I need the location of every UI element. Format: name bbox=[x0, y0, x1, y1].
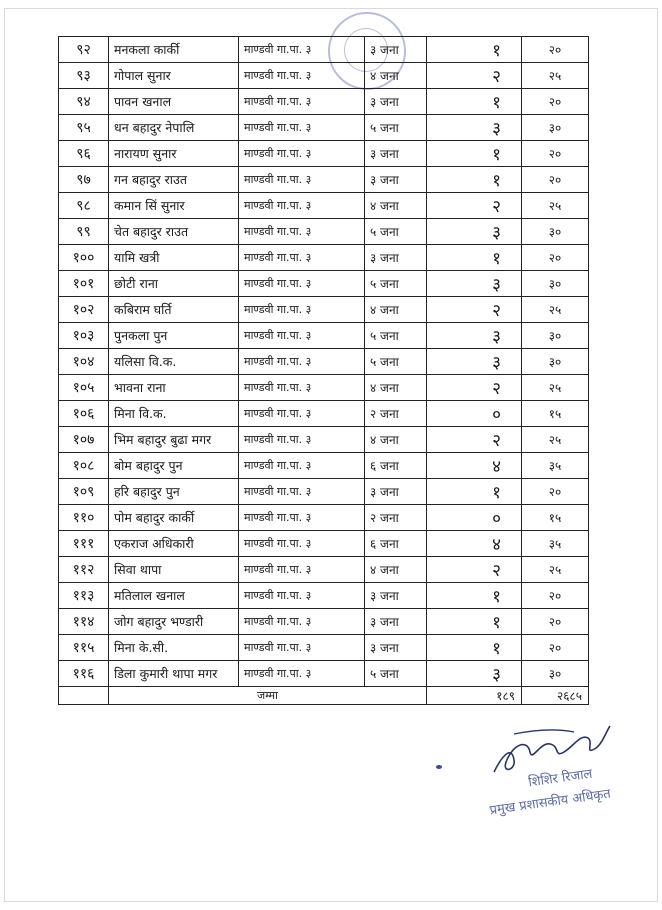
row-members: ३ जना bbox=[365, 583, 427, 609]
row-serial-number: ९९ bbox=[59, 219, 109, 245]
row-quantity: ३ bbox=[427, 219, 522, 245]
row-amount: २५ bbox=[522, 427, 589, 453]
row-members: ५ जना bbox=[365, 115, 427, 141]
signatory-name: शिशिर रिजाल bbox=[527, 766, 594, 791]
table-row bbox=[59, 89, 589, 115]
row-members: ६ जना bbox=[365, 453, 427, 479]
table-row bbox=[59, 297, 589, 323]
table-row bbox=[59, 37, 589, 63]
row-amount: २० bbox=[522, 245, 589, 271]
row-quantity: २ bbox=[427, 427, 522, 453]
row-amount: २५ bbox=[522, 375, 589, 401]
row-serial-number: ९८ bbox=[59, 193, 109, 219]
row-address: माण्डवी गा.पा. ३ bbox=[239, 37, 365, 63]
row-name: एकराज अधिकारी bbox=[109, 531, 239, 557]
total-sn-cell bbox=[59, 687, 109, 705]
table-row bbox=[59, 167, 589, 193]
row-address: माण्डवी गा.पा. ३ bbox=[239, 271, 365, 297]
row-amount: २० bbox=[522, 479, 589, 505]
row-members: ४ जना bbox=[365, 297, 427, 323]
row-address: माण्डवी गा.पा. ३ bbox=[239, 479, 365, 505]
row-address: माण्डवी गा.पा. ३ bbox=[239, 167, 365, 193]
row-name: गोपाल सुनार bbox=[109, 63, 239, 89]
row-amount: २५ bbox=[522, 557, 589, 583]
row-name: चेत बहादुर राउत bbox=[109, 219, 239, 245]
row-serial-number: ९२ bbox=[59, 37, 109, 63]
row-amount: २० bbox=[522, 89, 589, 115]
signatory-title: प्रमुख प्रशासकीय अधिकृत bbox=[488, 786, 612, 819]
row-address: माण्डवी गा.पा. ३ bbox=[239, 193, 365, 219]
row-amount: २५ bbox=[522, 63, 589, 89]
table-row bbox=[59, 453, 589, 479]
row-name: भावना राना bbox=[109, 375, 239, 401]
ink-mark bbox=[436, 765, 442, 769]
row-name: मतिलाल खनाल bbox=[109, 583, 239, 609]
row-serial-number: १०७ bbox=[59, 427, 109, 453]
table-row bbox=[59, 505, 589, 531]
table-row bbox=[59, 609, 589, 635]
row-serial-number: १०४ bbox=[59, 349, 109, 375]
row-serial-number: १११ bbox=[59, 531, 109, 557]
beneficiary-table bbox=[58, 36, 589, 705]
table-row bbox=[59, 219, 589, 245]
row-quantity: ४ bbox=[427, 453, 522, 479]
row-serial-number: ११५ bbox=[59, 635, 109, 661]
row-amount: ३० bbox=[522, 271, 589, 297]
row-quantity: ४ bbox=[427, 531, 522, 557]
row-address: माण्डवी गा.पा. ३ bbox=[239, 323, 365, 349]
row-amount: ३० bbox=[522, 115, 589, 141]
row-quantity: १ bbox=[427, 583, 522, 609]
row-name: जोग बहादुर भण्डारी bbox=[109, 609, 239, 635]
row-members: ३ जना bbox=[365, 609, 427, 635]
table-row bbox=[59, 349, 589, 375]
row-amount: १५ bbox=[522, 505, 589, 531]
row-serial-number: १०३ bbox=[59, 323, 109, 349]
row-quantity: २ bbox=[427, 193, 522, 219]
row-members: ४ जना bbox=[365, 427, 427, 453]
row-amount: २० bbox=[522, 141, 589, 167]
row-members: ५ जना bbox=[365, 271, 427, 297]
row-name: यामि खत्री bbox=[109, 245, 239, 271]
row-name: मिना वि.क. bbox=[109, 401, 239, 427]
row-quantity: ३ bbox=[427, 115, 522, 141]
row-members: ४ जना bbox=[365, 63, 427, 89]
row-serial-number: १०२ bbox=[59, 297, 109, 323]
row-amount: २० bbox=[522, 635, 589, 661]
row-serial-number: ११० bbox=[59, 505, 109, 531]
row-quantity: १ bbox=[427, 37, 522, 63]
row-address: माण्डवी गा.पा. ३ bbox=[239, 115, 365, 141]
table-row bbox=[59, 531, 589, 557]
row-name: भिम बहादुर बुढा मगर bbox=[109, 427, 239, 453]
row-name: मनकला कार्की bbox=[109, 37, 239, 63]
table-row bbox=[59, 271, 589, 297]
row-address: माण्डवी गा.पा. ३ bbox=[239, 89, 365, 115]
row-serial-number: १०८ bbox=[59, 453, 109, 479]
row-members: ५ जना bbox=[365, 323, 427, 349]
table-row bbox=[59, 323, 589, 349]
row-quantity: ० bbox=[427, 401, 522, 427]
row-members: ३ जना bbox=[365, 141, 427, 167]
row-address: माण्डवी गा.पा. ३ bbox=[239, 661, 365, 687]
row-amount: ३० bbox=[522, 349, 589, 375]
total-qty: १८९ bbox=[427, 687, 522, 705]
row-members: ३ जना bbox=[365, 635, 427, 661]
row-members: ४ जना bbox=[365, 193, 427, 219]
row-quantity: २ bbox=[427, 375, 522, 401]
row-quantity: १ bbox=[427, 635, 522, 661]
table-row bbox=[59, 479, 589, 505]
row-address: माण्डवी गा.पा. ३ bbox=[239, 349, 365, 375]
row-serial-number: १०० bbox=[59, 245, 109, 271]
row-serial-number: १०१ bbox=[59, 271, 109, 297]
row-serial-number: ११४ bbox=[59, 609, 109, 635]
row-address: माण्डवी गा.पा. ३ bbox=[239, 297, 365, 323]
row-amount: ३० bbox=[522, 219, 589, 245]
row-name: बोम बहादुर पुन bbox=[109, 453, 239, 479]
total-label: जम्मा bbox=[109, 687, 427, 705]
beneficiary-table-wrapper bbox=[58, 36, 588, 705]
row-name: पोम बहादुर कार्की bbox=[109, 505, 239, 531]
row-members: ३ जना bbox=[365, 245, 427, 271]
row-address: माण्डवी गा.पा. ३ bbox=[239, 141, 365, 167]
row-quantity: ० bbox=[427, 505, 522, 531]
row-members: ५ जना bbox=[365, 661, 427, 687]
row-members: ३ जना bbox=[365, 167, 427, 193]
row-members: ३ जना bbox=[365, 37, 427, 63]
row-name: सिवा थापा bbox=[109, 557, 239, 583]
row-name: कमान सिं सुनार bbox=[109, 193, 239, 219]
row-name: पुनकला पुन bbox=[109, 323, 239, 349]
row-address: माण्डवी गा.पा. ३ bbox=[239, 609, 365, 635]
row-members: ६ जना bbox=[365, 531, 427, 557]
row-name: मिना के.सी. bbox=[109, 635, 239, 661]
row-serial-number: १०६ bbox=[59, 401, 109, 427]
row-address: माण्डवी गा.पा. ३ bbox=[239, 505, 365, 531]
row-members: ५ जना bbox=[365, 349, 427, 375]
row-amount: २० bbox=[522, 583, 589, 609]
row-address: माण्डवी गा.पा. ३ bbox=[239, 635, 365, 661]
row-serial-number: ९४ bbox=[59, 89, 109, 115]
row-quantity: ३ bbox=[427, 271, 522, 297]
row-quantity: १ bbox=[427, 141, 522, 167]
row-members: ५ जना bbox=[365, 219, 427, 245]
row-name: पावन खनाल bbox=[109, 89, 239, 115]
row-amount: ३५ bbox=[522, 453, 589, 479]
row-address: माण्डवी गा.पा. ३ bbox=[239, 375, 365, 401]
row-serial-number: १०९ bbox=[59, 479, 109, 505]
row-serial-number: ११२ bbox=[59, 557, 109, 583]
row-name: नारायण सुनार bbox=[109, 141, 239, 167]
row-serial-number: ११३ bbox=[59, 583, 109, 609]
table-row bbox=[59, 635, 589, 661]
row-members: ४ जना bbox=[365, 375, 427, 401]
row-amount: ३० bbox=[522, 661, 589, 687]
row-name: हरि बहादुर पुन bbox=[109, 479, 239, 505]
row-serial-number: १०५ bbox=[59, 375, 109, 401]
row-quantity: २ bbox=[427, 297, 522, 323]
row-amount: २० bbox=[522, 609, 589, 635]
row-quantity: १ bbox=[427, 609, 522, 635]
row-name: कबिराम घर्ति bbox=[109, 297, 239, 323]
row-quantity: १ bbox=[427, 89, 522, 115]
row-members: २ जना bbox=[365, 505, 427, 531]
table-row bbox=[59, 375, 589, 401]
row-name: डिला कुमारी थापा मगर bbox=[109, 661, 239, 687]
row-quantity: १ bbox=[427, 479, 522, 505]
table-row bbox=[59, 661, 589, 687]
row-serial-number: ११६ bbox=[59, 661, 109, 687]
total-row bbox=[59, 687, 589, 705]
row-address: माण्डवी गा.पा. ३ bbox=[239, 63, 365, 89]
row-amount: २५ bbox=[522, 193, 589, 219]
row-address: माण्डवी गा.पा. ३ bbox=[239, 427, 365, 453]
table-row bbox=[59, 115, 589, 141]
table-row bbox=[59, 193, 589, 219]
row-quantity: ३ bbox=[427, 661, 522, 687]
row-serial-number: ९५ bbox=[59, 115, 109, 141]
row-serial-number: ९६ bbox=[59, 141, 109, 167]
row-amount: २० bbox=[522, 167, 589, 193]
table-row bbox=[59, 63, 589, 89]
total-amount: २६८५ bbox=[522, 687, 589, 705]
row-quantity: ३ bbox=[427, 349, 522, 375]
row-quantity: ३ bbox=[427, 323, 522, 349]
row-quantity: १ bbox=[427, 245, 522, 271]
row-amount: २० bbox=[522, 37, 589, 63]
row-amount: १५ bbox=[522, 401, 589, 427]
table-row bbox=[59, 583, 589, 609]
table-row bbox=[59, 427, 589, 453]
table-body bbox=[59, 37, 589, 687]
table-row bbox=[59, 245, 589, 271]
row-members: २ जना bbox=[365, 401, 427, 427]
row-members: ४ जना bbox=[365, 557, 427, 583]
row-name: गन बहादुर राउत bbox=[109, 167, 239, 193]
row-quantity: २ bbox=[427, 557, 522, 583]
table-row bbox=[59, 141, 589, 167]
row-members: ३ जना bbox=[365, 479, 427, 505]
row-name: धन बहादुर नेपालि bbox=[109, 115, 239, 141]
row-address: माण्डवी गा.पा. ३ bbox=[239, 531, 365, 557]
row-serial-number: ९३ bbox=[59, 63, 109, 89]
row-address: माण्डवी गा.पा. ३ bbox=[239, 583, 365, 609]
row-address: माण्डवी गा.पा. ३ bbox=[239, 453, 365, 479]
row-amount: ३० bbox=[522, 323, 589, 349]
row-quantity: २ bbox=[427, 63, 522, 89]
row-address: माण्डवी गा.पा. ३ bbox=[239, 557, 365, 583]
table-row bbox=[59, 401, 589, 427]
table-row bbox=[59, 557, 589, 583]
row-quantity: १ bbox=[427, 167, 522, 193]
row-address: माण्डवी गा.पा. ३ bbox=[239, 245, 365, 271]
row-address: माण्डवी गा.पा. ३ bbox=[239, 401, 365, 427]
row-members: ३ जना bbox=[365, 89, 427, 115]
row-name: यलिसा वि.क. bbox=[109, 349, 239, 375]
row-serial-number: ९७ bbox=[59, 167, 109, 193]
row-amount: ३५ bbox=[522, 531, 589, 557]
row-name: छोटी राना bbox=[109, 271, 239, 297]
row-amount: २५ bbox=[522, 297, 589, 323]
row-address: माण्डवी गा.पा. ३ bbox=[239, 219, 365, 245]
